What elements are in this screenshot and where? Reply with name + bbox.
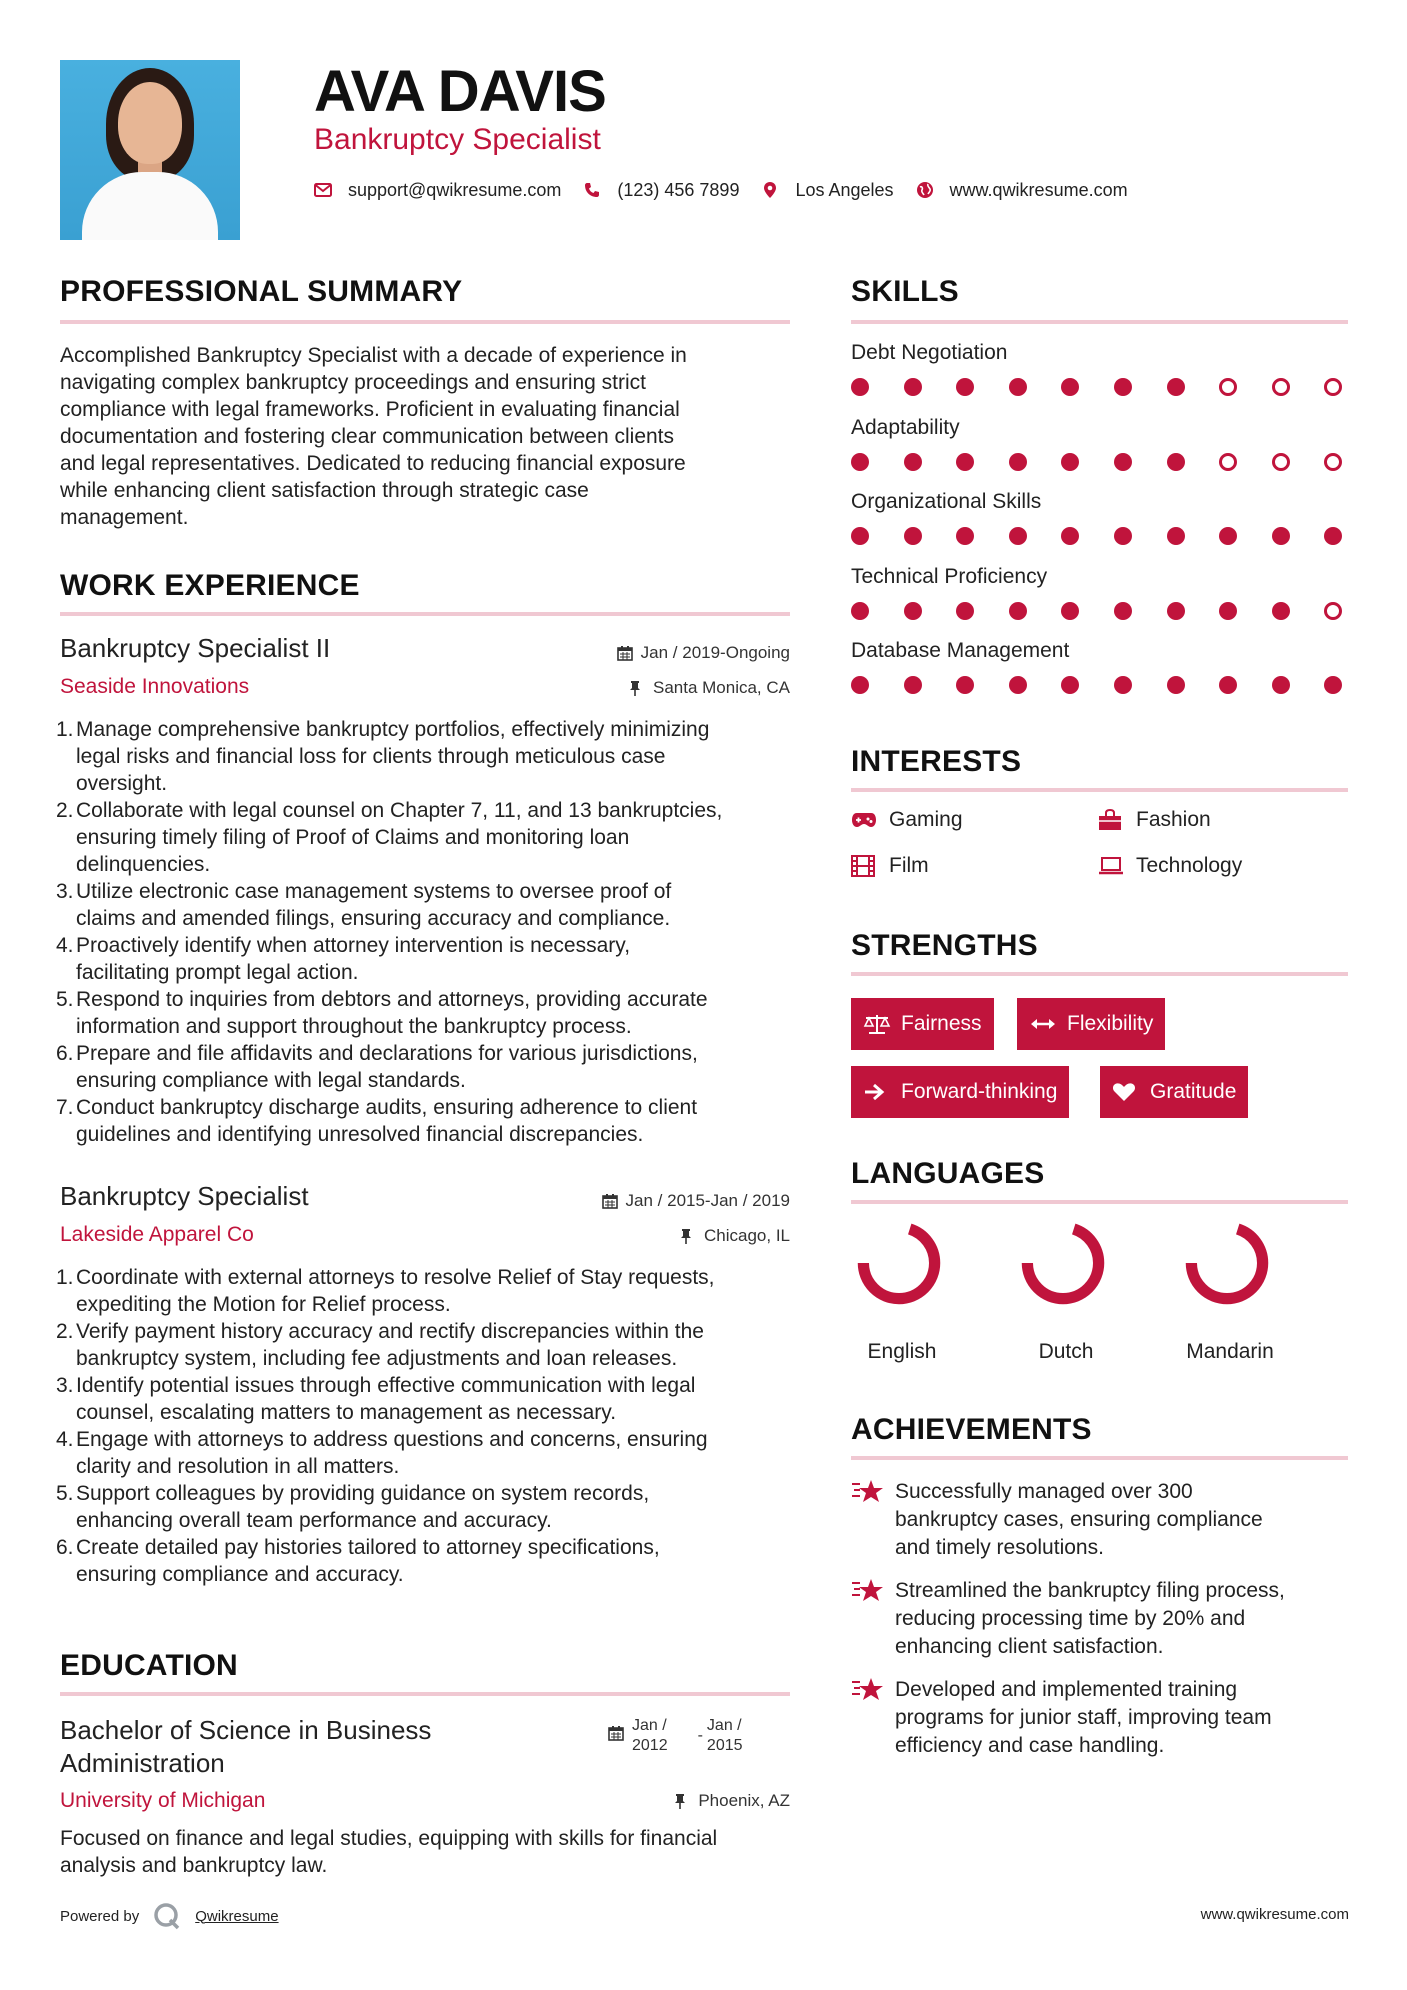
contact-phone[interactable] [583,180,739,201]
summary-line: documentation and fostering clear communication between clients [60,425,675,448]
skill-dot-filled [851,676,869,694]
list-item: 5. Respond to inquiries from debtors and attorneys, providing accurate information and support throughout the bankruptcy process. [56,988,708,1038]
achievement-item: Streamlined the bankruptcy filing process, reducing processing time by 20% and enhancing client satisfaction. [851,1577,1351,1661]
languages-heading: LANGUAGES [851,1157,1045,1190]
skill-dot-filled [1009,527,1027,545]
skill-dot-filled [1324,527,1342,545]
job-location-text: Santa Monica, CA [652,678,790,697]
contact-website[interactable] [916,180,1128,201]
skill-dot-empty [1324,378,1342,396]
skill-dot-filled [851,453,869,471]
calendar-icon [617,645,633,661]
summary-line: management. [60,506,189,529]
phone-text: (123) 456 7899 [617,179,740,200]
skill-dot-filled [1114,527,1132,545]
skill-dot-filled [1009,602,1027,620]
list-item: 4. Proactively identify when attorney intervention is necessary, facilitating prompt legal action. [56,934,631,984]
language-level-arc [1191,1227,1262,1298]
language-level-arc [1027,1227,1098,1298]
skills-divider [851,320,1348,324]
summary-text [60,342,800,531]
skill-rating [851,378,1348,396]
list-item: 3. Identify potential issues through effective communication with legal counsel, escalating matters to management as necessary. [56,1374,696,1424]
shopping-bag-icon [1098,809,1124,831]
summary-line: Accomplished Bankruptcy Specialist with a decade of experience in [60,344,687,367]
skill-dot-filled [1219,676,1237,694]
job-dates [500,1190,790,1212]
skill-dot-filled [1167,453,1185,471]
location-text: Los Angeles [795,179,894,200]
balance-scale-icon [863,1013,891,1035]
skill-dot-filled [1272,602,1290,620]
contact-bar [314,176,1150,204]
skill-name: Adaptability [851,415,960,439]
thumbtack-icon [629,680,645,696]
strengths-heading: STRENGTHS [851,929,1038,962]
skill-dot-empty [1324,602,1342,620]
language-level-arc [863,1227,934,1298]
skill-dot-filled [1114,378,1132,396]
skill-dot-filled [1324,676,1342,694]
degree-title: Bachelor of Science in Business Administration [60,1715,432,1778]
list-item: 6. Create detailed pay histories tailored to attorney specifications, ensuring compliance and accuracy. [56,1536,660,1586]
summary-line: while enhancing client satisfaction through strategic case [60,479,589,502]
education-dates: Jan / 2012 - Jan / 2015 [608,1716,743,1756]
website-text: www.qwikresume.com [949,179,1128,200]
skill-name: Organizational Skills [851,490,1042,513]
skill-dot-filled [851,378,869,396]
list-item: 7. Conduct bankruptcy discharge audits, ensuring adherence to client guidelines and identifying unresolved financial discrepancies. [56,1096,698,1146]
strengths-divider [851,972,1348,976]
skill-dot-empty [1219,378,1237,396]
skill-dot-filled [1114,453,1132,471]
skill-rating [851,453,1348,471]
job-dates-text: Jan / 2019-Ongoing [640,643,790,662]
phone-icon [583,181,601,199]
job-dates [500,642,790,664]
laptop-icon [1098,855,1124,877]
skill-dot-filled [1061,602,1079,620]
skill-dot-filled [1061,453,1079,471]
interest-gaming: Gaming [851,808,963,832]
skill-dot-filled [956,378,974,396]
job-company: Seaside Innovations [60,675,250,698]
skill-name: Technical Proficiency [851,564,1048,588]
summary-heading: PROFESSIONAL SUMMARY [60,275,463,308]
languages-divider [851,1200,1348,1204]
job-bullets [56,716,806,1148]
skill-dot-filled [904,378,922,396]
map-pin-icon [761,181,779,199]
school-name: University of Michigan [60,1789,266,1812]
star-icon [851,1478,885,1508]
skill-dot-filled [851,602,869,620]
skill-dot-filled [956,527,974,545]
skill-dot-filled [904,602,922,620]
list-item: 3. Utilize electronic case management systems to oversee proof of claims and amended filings, ensuring accuracy and compliance. [56,880,672,930]
skill-dot-filled [904,527,922,545]
skill-dot-filled [1061,676,1079,694]
education-description: Focused on finance and legal studies, equipping with skills for financial analysis and bankruptcy law. [60,1827,718,1877]
job-title: Bankruptcy Specialist [60,1181,309,1211]
film-icon [851,855,877,877]
list-item: 5. Support colleagues by providing guidance on system records, enhancing overall team performance and accuracy. [56,1482,650,1532]
strength-badge: Gratitude [1100,1066,1248,1118]
arrows-horizontal-icon [1029,1013,1057,1035]
skill-rating [851,676,1348,694]
skill-dot-filled [904,453,922,471]
thumbtack-icon [680,1228,696,1244]
job-company: Lakeside Apparel Co [60,1223,254,1246]
skill-dot-empty [1219,453,1237,471]
skill-dot-filled [1219,527,1237,545]
strength-badge: Flexibility [1017,998,1165,1050]
language-name: Mandarin [1186,1340,1274,1363]
interest-fashion: Fashion [1098,808,1211,832]
candidate-title: Bankruptcy Specialist [314,123,601,156]
qwikresume-link[interactable]: Qwikresume [195,1907,279,1925]
arrow-right-icon [863,1081,891,1103]
education-divider [60,1692,790,1696]
skill-dot-filled [1167,527,1185,545]
job-location-text: Chicago, IL [704,1226,790,1245]
skill-rating [851,527,1348,545]
skill-dot-filled [1061,527,1079,545]
calendar-icon [602,1193,618,1209]
achievements-divider [851,1456,1348,1460]
skill-dot-filled [956,453,974,471]
skill-rating [851,602,1348,620]
footer-powered-by: Powered by Qwikresume [60,1902,279,1930]
skill-dot-empty [1272,453,1290,471]
summary-line: compliance with legal frameworks. Proficient in evaluating financial [60,398,680,421]
experience-divider [60,612,790,616]
job-dates-text: Jan / 2015-Jan / 2019 [625,1191,790,1210]
skill-dot-filled [1114,602,1132,620]
skill-dot-filled [956,676,974,694]
job-title: Bankruptcy Specialist II [60,633,331,663]
skill-dot-filled [1061,378,1079,396]
achievement-item: Successfully managed over 300 bankruptcy cases, ensuring compliance and timely resolutions. [851,1478,1351,1562]
job-location [500,677,790,699]
skill-name: Debt Negotiation [851,341,1008,364]
interest-film: Film [851,854,929,878]
skill-dot-filled [1009,378,1027,396]
language-name: Dutch [1038,1340,1094,1363]
skill-dot-filled [956,602,974,620]
skill-dot-filled [904,676,922,694]
skill-dot-filled [1009,676,1027,694]
skill-dot-filled [1167,602,1185,620]
job-location [500,1225,790,1247]
education-heading: EDUCATION [60,1649,238,1682]
skill-dot-filled [1167,378,1185,396]
skill-dot-filled [1167,676,1185,694]
skill-dot-empty [1324,453,1342,471]
strength-badge: Forward-thinking [851,1066,1069,1118]
candidate-name: AVA DAVIS [314,59,606,124]
list-item: 6. Prepare and file affidavits and declarations for various jurisdictions, ensuring compliance with legal standards. [56,1042,698,1092]
skills-heading: SKILLS [851,275,959,308]
achievements-heading: ACHIEVEMENTS [851,1413,1092,1446]
summary-divider [60,320,790,324]
skill-dot-filled [1219,602,1237,620]
star-icon [851,1676,885,1706]
language-ring [854,1218,944,1308]
skill-dot-filled [1272,676,1290,694]
list-item: 4. Engage with attorneys to address questions and concerns, ensuring clarity and resolution in all matters. [56,1428,708,1478]
list-item: 2. Verify payment history accuracy and rectify discrepancies within the bankruptcy system, including fee adjustments and loan releases. [56,1320,704,1370]
email-text: support@qwikresume.com [348,179,562,200]
skill-name: Database Management [851,639,1070,662]
summary-line: and legal representatives. Dedicated to reducing financial exposure [60,452,686,475]
interest-technology: Technology [1098,854,1242,878]
list-item: 1. Manage comprehensive bankruptcy portfolios, effectively minimizing legal risks and financial loss for clients through meticulous case oversight. [56,718,710,795]
heart-icon [1112,1081,1140,1103]
envelope-icon [314,181,332,199]
language-ring [1182,1218,1272,1308]
interests-heading: INTERESTS [851,745,1022,778]
education-location: Phoenix, AZ [500,1790,790,1812]
list-item: 1. Coordinate with external attorneys to resolve Relief of Stay requests, expediting the Motion for Relief process. [56,1266,715,1316]
language-ring [1018,1218,1108,1308]
contact-location [761,180,893,201]
language-name: English [867,1340,937,1363]
achievement-item: Developed and implemented training programs for junior staff, improving team efficiency and case handling. [851,1676,1351,1760]
summary-line: navigating complex bankruptcy proceedings and ensuring strict [60,371,647,394]
profile-photo [60,60,240,240]
skill-dot-filled [1272,527,1290,545]
list-item: 2. Collaborate with legal counsel on Chapter 7, 11, and 13 bankruptcies, ensuring timely filing of Proof of Claims and monitoring loan delinquencies. [56,799,723,876]
qwikresume-logo-icon [153,1902,181,1930]
star-icon [851,1577,885,1607]
contact-email[interactable] [314,180,561,201]
strength-badge: Fairness [851,998,994,1050]
skill-dot-filled [1009,453,1027,471]
thumbtack-icon [674,1793,690,1809]
interests-divider [851,788,1348,792]
footer-website[interactable]: www.qwikresume.com [1200,1906,1349,1923]
experience-heading: WORK EXPERIENCE [60,569,360,602]
skill-dot-filled [851,527,869,545]
job-bullets [56,1264,806,1588]
calendar-icon [608,1725,624,1741]
globe-icon [916,181,934,199]
skill-dot-empty [1272,378,1290,396]
gamepad-icon [851,809,877,831]
skill-dot-filled [1114,676,1132,694]
